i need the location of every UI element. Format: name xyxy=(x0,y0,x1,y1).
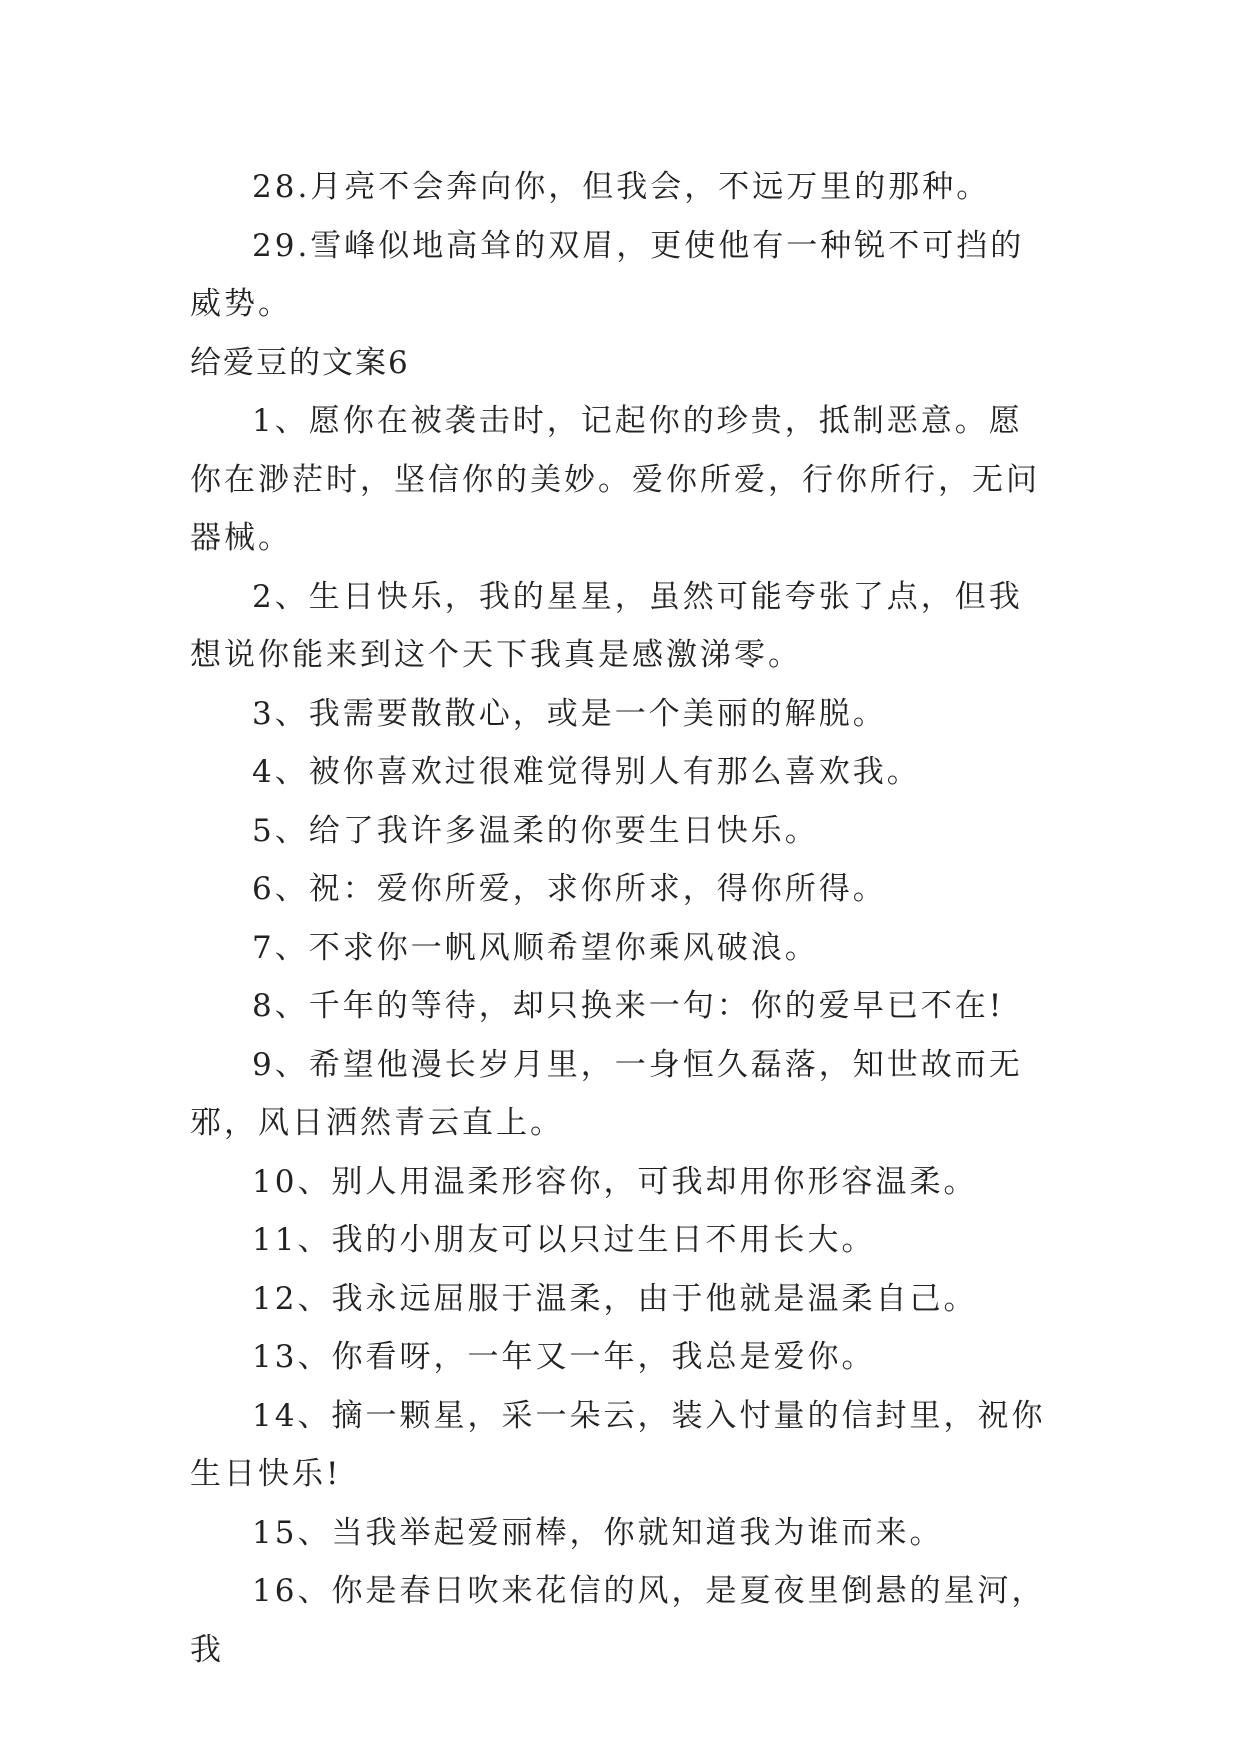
paragraph-29: 29.雪峰似地高耸的双眉，更使他有一种锐不可挡的威势。 xyxy=(190,227,1025,322)
paragraph-6: 6、祝：爱你所爱，求你所求，得你所得。 xyxy=(252,871,887,907)
paragraph-3: 3、我需要散散心，或是一个美丽的解脱。 xyxy=(252,695,887,732)
paragraph-12: 12、我永远屈服于温柔，由于他就是温柔自己。 xyxy=(252,1280,978,1317)
paragraph-8: 8、千年的等待，却只换来一句：你的爱早已不在! xyxy=(252,988,1005,1024)
paragraph-9: 9、希望他漫长岁月里，一身恒久磊落，知世故而无邪，风日洒然青云直上。 xyxy=(190,1046,1023,1141)
paragraph-13: 13、你看呀，一年又一年，我总是爱你。 xyxy=(252,1339,876,1375)
paragraph-14: 14、摘一颗星，采一朵云，装入忖量的信封里，祝你生日快乐! xyxy=(190,1397,1046,1492)
paragraph-2: 2、生日快乐，我的星星，虽然可能夸张了点，但我想说你能来到这个天下我真是感激涕零。 xyxy=(190,578,1023,673)
paragraph-1: 1、愿你在被袭击时，记起你的珍贵，抵制恶意。愿你在渺茫时，坚信你的美妙。爱你所爱，行你所行，无问器械。 xyxy=(190,403,1040,556)
paragraph-4: 4、被你喜欢过很难觉得别人有那么喜欢我。 xyxy=(252,754,921,790)
paragraph-10: 10、别人用温柔形容你，可我却用你形容温柔。 xyxy=(252,1163,978,1200)
paragraph-28: 28.月亮不会奔向你，但我会，不远万里的那种。 xyxy=(252,169,991,205)
paragraph-16: 16、你是春日吹来花信的风，是夏夜里倒悬的星河，我 xyxy=(190,1573,1046,1668)
section-heading: 给爱豆的文案6 xyxy=(190,344,410,381)
paragraph-11: 11、我的小朋友可以只过生日不用长大。 xyxy=(252,1222,876,1258)
paragraph-15: 15、当我举起爱丽棒，你就知道我为谁而来。 xyxy=(252,1514,944,1551)
document-body xyxy=(190,158,1050,1679)
paragraph-5: 5、给了我许多温柔的你要生日快乐。 xyxy=(252,812,819,849)
paragraph-7: 7、不求你一帆风顺希望你乘风破浪。 xyxy=(252,929,819,966)
